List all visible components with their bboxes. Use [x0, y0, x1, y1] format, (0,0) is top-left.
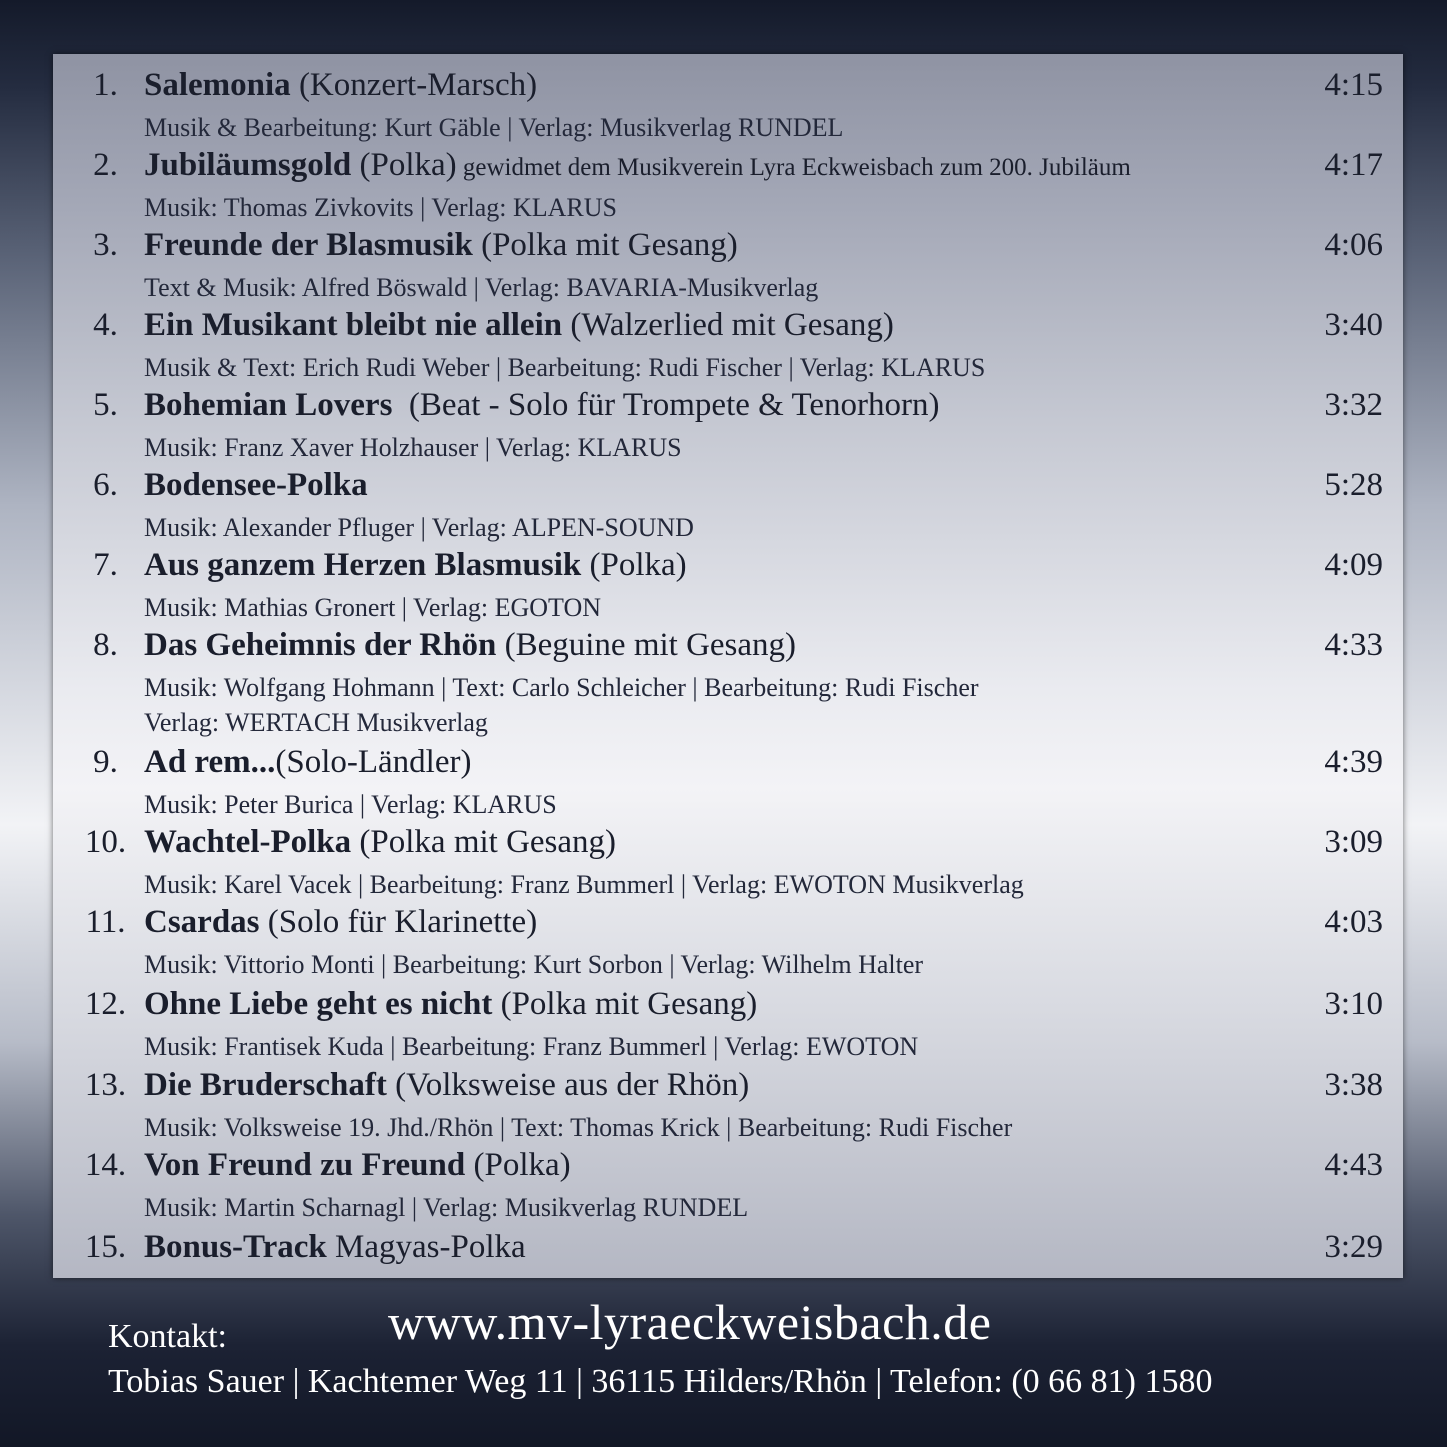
track-title-genre: Magyas-Polka	[326, 1229, 526, 1265]
track-title-main: Ohne Liebe geht es nicht	[144, 986, 493, 1022]
track-number: 5.	[93, 387, 118, 423]
track-title-main: Das Geheimnis der Rhön	[144, 627, 497, 663]
track-title	[144, 1228, 1233, 1266]
track-title-main: Csardas	[144, 904, 260, 940]
track-credits: Text & Musik: Alfred Böswald | Verlag: BAVARIA-Musikverlag	[144, 273, 819, 302]
track-duration: 3:09	[1324, 824, 1383, 860]
track-number: 9.	[93, 744, 118, 780]
track-title	[144, 1066, 1233, 1104]
track-title-genre: (Polka)	[465, 1147, 571, 1183]
track-credits: Musik: Volksweise 19. Jhd./Rhön | Text: Thomas Krick | Bearbeitung: Rudi Fischer	[144, 1113, 1013, 1142]
track-title-genre: (Solo für Klarinette)	[259, 904, 538, 940]
track-duration: 4:09	[1324, 547, 1383, 583]
track-title	[144, 743, 1233, 781]
track-credits: Musik: Vittorio Monti | Bearbeitung: Kurt Sorbon | Verlag: Wilhelm Halter	[144, 950, 924, 979]
track-credits: Musik: Wolfgang Hohmann | Text: Carlo Schleicher | Bearbeitung: Rudi Fischer	[144, 673, 979, 702]
track-credits: Musik: Franz Xaver Holzhauser | Verlag: KLARUS	[144, 433, 682, 462]
track-duration: 4:17	[1324, 147, 1383, 183]
track-title	[144, 985, 1233, 1023]
track-duration: 4:43	[1324, 1147, 1383, 1183]
track-title-genre: (Polka mit Gesang)	[492, 986, 758, 1022]
track-title-main: Freunde der Blasmusik	[144, 227, 473, 263]
track-number: 4.	[93, 307, 118, 343]
track-title-genre: (Konzert-Marsch)	[290, 67, 538, 103]
track-duration: 4:03	[1324, 904, 1383, 940]
track-title	[144, 386, 1233, 424]
track-title-main: Ein Musikant bleibt nie allein	[144, 307, 563, 343]
track-title-genre: (Polka)	[351, 147, 457, 183]
track-duration: 4:06	[1324, 227, 1383, 263]
track-title-genre: (Polka mit Gesang)	[472, 227, 738, 263]
track-number: 15.	[84, 1229, 127, 1265]
track-number: 2.	[93, 147, 118, 183]
track-title-main: Jubiläumsgold	[144, 147, 352, 183]
track-duration: 3:40	[1324, 307, 1383, 343]
track-number: 1.	[93, 67, 118, 103]
track-title	[144, 903, 1233, 941]
track-title-main: Ad rem...	[144, 744, 276, 780]
track-credits: Musik: Thomas Zivkovits | Verlag: KLARUS	[144, 193, 617, 222]
track-title	[144, 823, 1233, 861]
track-number: 14.	[84, 1147, 127, 1183]
track-dedication: gewidmet dem Musikverein Lyra Eckweisbach zum 200. Jubiläum	[456, 154, 1131, 181]
track-number: 8.	[93, 627, 118, 663]
track-title-main: Bonus-Track	[144, 1229, 327, 1265]
track-title-genre: (Polka)	[581, 547, 687, 583]
track-title-genre: (Walzerlied mit Gesang)	[562, 307, 894, 343]
contact-label: Kontakt:	[108, 1318, 227, 1355]
track-duration: 3:38	[1324, 1067, 1383, 1103]
track-duration: 4:33	[1324, 627, 1383, 663]
track-title	[144, 626, 1233, 664]
track-title	[144, 546, 1233, 584]
track-title-main: Bodensee-Polka	[144, 467, 368, 503]
track-duration: 3:29	[1324, 1229, 1383, 1265]
track-title	[144, 226, 1233, 264]
track-number: 11.	[85, 904, 126, 940]
track-credits: Musik: Martin Scharnagl | Verlag: Musikverlag RUNDEL	[144, 1193, 749, 1222]
website-url[interactable]: www.mv-lyraeckweisbach.de	[388, 1294, 992, 1350]
track-credits: Musik: Peter Burica | Verlag: KLARUS	[144, 790, 557, 819]
track-title	[144, 1146, 1233, 1184]
track-number: 12.	[84, 986, 127, 1022]
track-number: 10.	[84, 824, 127, 860]
track-number: 6.	[93, 467, 118, 503]
track-credits: Musik: Karel Vacek | Bearbeitung: Franz Bummerl | Verlag: EWOTON Musikverlag	[144, 870, 1024, 899]
track-title-genre: (Solo-Ländler)	[275, 744, 472, 780]
track-title	[144, 146, 1233, 187]
track-credits: Musik: Frantisek Kuda | Bearbeitung: Franz Bummerl | Verlag: EWOTON	[144, 1032, 919, 1061]
track-title-main: Bohemian Lovers	[144, 387, 393, 423]
track-title-genre: (Beguine mit Gesang)	[496, 627, 797, 663]
track-duration: 5:28	[1324, 467, 1383, 503]
track-title-main: Salemonia	[144, 67, 291, 103]
contact-details: Tobias Sauer | Kachtemer Weg 11 | 36115 Hilders/Rhön | Telefon: (0 66 81) 1580	[108, 1363, 1213, 1400]
track-title-genre: (Polka mit Gesang)	[351, 824, 617, 860]
track-duration: 4:39	[1324, 744, 1383, 780]
track-credits: Musik: Mathias Gronert | Verlag: EGOTON	[144, 593, 602, 622]
track-duration: 3:10	[1324, 986, 1383, 1022]
tracklist-panel	[53, 54, 1403, 1278]
track-title	[144, 66, 1233, 104]
track-credits: Verlag: WERTACH Musikverlag	[144, 708, 488, 737]
track-title	[144, 466, 1233, 504]
track-credits: Musik & Text: Erich Rudi Weber | Bearbeitung: Rudi Fischer | Verlag: KLARUS	[144, 353, 986, 382]
track-number: 7.	[93, 547, 118, 583]
track-duration: 3:32	[1324, 387, 1383, 423]
track-title-main: Von Freund zu Freund	[144, 1147, 466, 1183]
track-duration: 4:15	[1324, 67, 1383, 103]
track-number: 13.	[84, 1067, 127, 1103]
track-title-main: Aus ganzem Herzen Blasmusik	[144, 547, 582, 583]
track-number: 3.	[93, 227, 118, 263]
track-credits: Musik: Alexander Pfluger | Verlag: ALPEN-SOUND	[144, 513, 694, 542]
track-title-main: Wachtel-Polka	[144, 824, 352, 860]
track-title-genre: (Volksweise aus der Rhön)	[386, 1067, 750, 1103]
track-credits: Musik & Bearbeitung: Kurt Gäble | Verlag: Musikverlag RUNDEL	[144, 113, 844, 142]
track-title-genre: (Beat - Solo für Trompete & Tenorhorn)	[392, 387, 940, 423]
track-title-main: Die Bruderschaft	[144, 1067, 387, 1103]
track-title	[144, 306, 1233, 344]
